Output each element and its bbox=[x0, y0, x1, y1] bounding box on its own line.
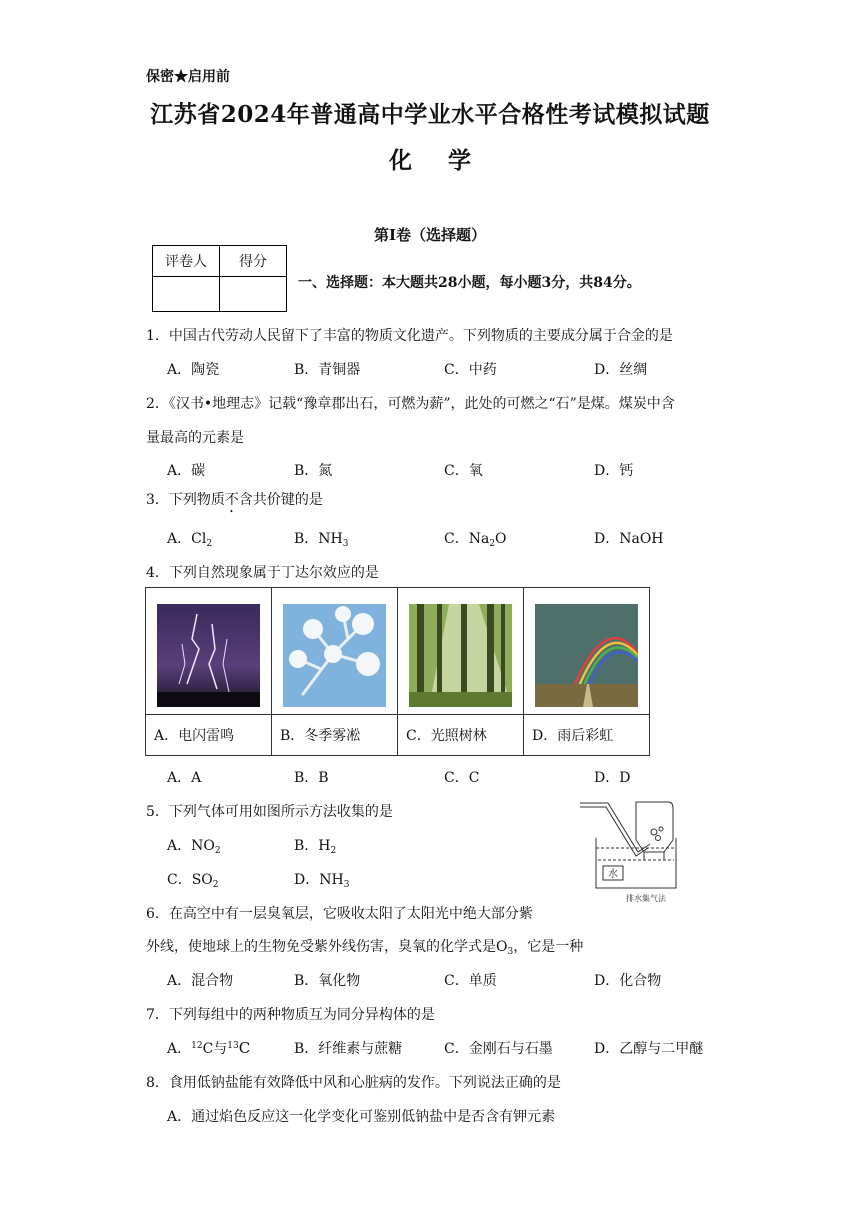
q6-option-c: C．单质 bbox=[444, 973, 497, 989]
q4-image-cell-b bbox=[272, 588, 398, 715]
q3-option-c: C．$Na_2O$ bbox=[444, 531, 507, 549]
q3-stem-part2: 含共价键的是 bbox=[238, 492, 323, 508]
exam-title: 江苏省2024年普通高中学业水平合格性考试模拟试题 bbox=[150, 101, 710, 128]
frost-image bbox=[283, 604, 386, 707]
section-heading: 一、选择题：本大题共28小题，每小题3分，共84分。 bbox=[298, 275, 641, 291]
q1-option-b: B．青铜器 bbox=[294, 362, 361, 378]
question-8-stem: 8．食用低钠盐能有效降低中风和心脏病的发作。下列说法正确的是 bbox=[146, 1075, 561, 1091]
part-title: 第Ⅰ卷（选择题） bbox=[373, 226, 487, 244]
water-displacement-apparatus bbox=[578, 800, 680, 904]
q2-option-a: A．碳 bbox=[167, 463, 206, 479]
q4-caption-a: A．电闪雷鸣 bbox=[146, 715, 272, 756]
question-6-stem-line2: 外线，使地球上的生物免受紫外线伤害，臭氧的化学式是$O_3$，它是一种 bbox=[146, 939, 584, 957]
q1-option-c: C．中药 bbox=[444, 362, 497, 378]
q3-option-a: A．$Cl_2$ bbox=[167, 531, 213, 549]
q5-option-c: C．$SO_2$ bbox=[167, 872, 219, 890]
question-2-stem-line1: 2．《汉书•地理志》记载“豫章郡出石，可燃为薪”，此处的可燃之“石”是煤。煤炭中含 bbox=[146, 396, 675, 412]
q4-image-cell-d bbox=[524, 588, 650, 715]
q5-option-d: D．$NH_3$ bbox=[294, 872, 350, 890]
q7-option-c: C．金刚石与石墨 bbox=[444, 1041, 553, 1057]
question-6-stem-line1: 6．在高空中有一层臭氧层，它吸收太阳了太阳光中绝大部分紫 bbox=[146, 906, 533, 922]
question-2-stem-line2: 量最高的元素是 bbox=[146, 430, 244, 446]
score-table-header-score: 得分 bbox=[220, 246, 287, 277]
q4-image-cell-a bbox=[146, 588, 272, 715]
q6-option-b: B．氧化物 bbox=[294, 973, 361, 989]
apparatus-water-label: 水 bbox=[608, 869, 618, 880]
score-table-score-cell bbox=[220, 277, 287, 312]
score-table-grader-cell bbox=[153, 277, 220, 312]
q1-option-a: A．陶瓷 bbox=[167, 362, 220, 378]
q1-option-d: D．丝绸 bbox=[594, 362, 648, 378]
forest-light-image bbox=[409, 604, 512, 707]
q8-option-a: A．通过焰色反应这一化学变化可鉴别低钠盐中是否含有钾元素 bbox=[167, 1109, 556, 1125]
q4-caption-c: C．光照树林 bbox=[398, 715, 524, 756]
q4-option-c: C．C bbox=[444, 770, 480, 786]
question-1-stem: 1．中国古代劳动人民留下了丰富的物质文化遗产。下列物质的主要成分属于合金的是 bbox=[146, 328, 673, 344]
rainbow-image bbox=[535, 604, 638, 707]
confidential-mark: 保密★启用前 bbox=[146, 69, 230, 85]
q6-option-a: A．混合物 bbox=[167, 973, 234, 989]
q4-caption-b: B．冬季雾凇 bbox=[272, 715, 398, 756]
q4-option-b: B．B bbox=[294, 770, 329, 786]
q3-stem-part1: 3．下列物质 bbox=[146, 492, 225, 508]
q2-option-b: B．氮 bbox=[294, 463, 333, 479]
q6-option-d: D．化合物 bbox=[594, 973, 662, 989]
q7-option-d: D．乙醇与二甲醚 bbox=[594, 1041, 704, 1057]
q4-image-table bbox=[145, 587, 650, 756]
q4-image-cell-c bbox=[398, 588, 524, 715]
question-5-stem: 5．下列气体可用如图所示方法收集的是 bbox=[146, 804, 393, 820]
q7-option-a: A．$^{12}$C与$^{13}$C bbox=[167, 1039, 251, 1057]
score-table-header-grader: 评卷人 bbox=[153, 246, 220, 277]
question-7-stem: 7．下列每组中的两种物质互为同分异构体的是 bbox=[146, 1007, 435, 1023]
question-3-stem bbox=[146, 489, 323, 516]
q5-option-b: B．$H_2$ bbox=[294, 838, 337, 856]
q3-option-d: D．NaOH bbox=[594, 531, 664, 547]
q2-option-c: C．氧 bbox=[444, 463, 483, 479]
subject-title: 化 学 bbox=[388, 147, 471, 174]
q4-option-a: A．A bbox=[167, 770, 202, 786]
score-table bbox=[152, 245, 287, 312]
apparatus-caption: 排水集气法 bbox=[626, 894, 666, 903]
question-4-stem: 4．下列自然现象属于丁达尔效应的是 bbox=[146, 565, 379, 581]
q2-option-d: D．钙 bbox=[594, 463, 634, 479]
q4-caption-d: D．雨后彩虹 bbox=[524, 715, 650, 756]
q3-stem-emphasis: 不 bbox=[224, 492, 239, 508]
lightning-image bbox=[157, 604, 260, 707]
q3-option-b: B．$NH_3$ bbox=[294, 531, 349, 549]
q5-option-a: A．$NO_2$ bbox=[167, 838, 221, 856]
q4-option-d: D．D bbox=[594, 770, 631, 786]
q7-option-b: B．纤维素与蔗糖 bbox=[294, 1041, 403, 1057]
